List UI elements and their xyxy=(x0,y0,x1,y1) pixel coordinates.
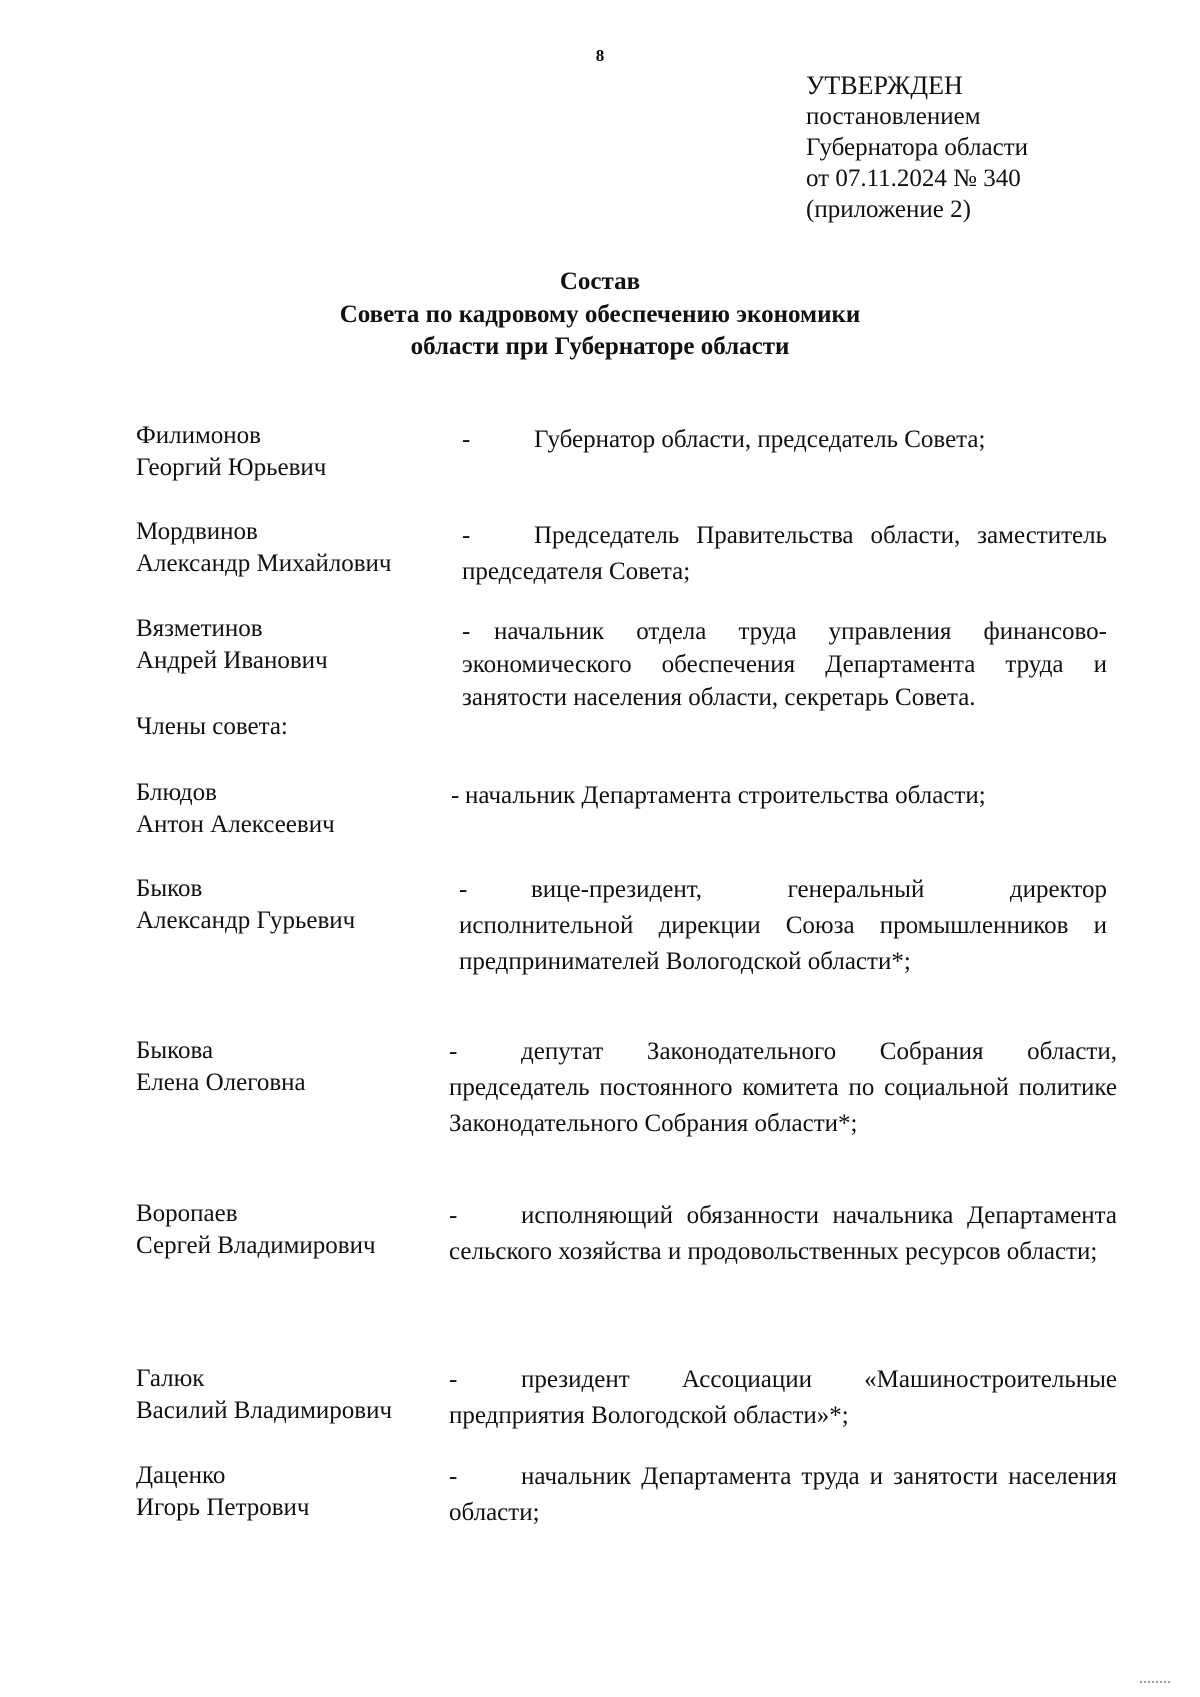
approval-line: (приложение 2) xyxy=(806,196,971,223)
role-dash: - xyxy=(449,1366,458,1393)
approval-line: от 07.11.2024 № 340 xyxy=(806,165,1021,192)
approval-stamp xyxy=(806,70,1028,225)
role-dash: - xyxy=(462,618,471,645)
member-given-name: Василий Владимирович xyxy=(136,1397,393,1424)
member-role xyxy=(462,518,1107,590)
member-surname: Воропаев xyxy=(136,1200,238,1227)
member-role xyxy=(451,778,1111,814)
title-line: Состав xyxy=(559,268,641,295)
member-given-name: Александр Михайлович xyxy=(136,550,392,577)
member-name xyxy=(136,873,436,937)
member-role xyxy=(462,615,1107,714)
scan-mark xyxy=(1140,1681,1170,1686)
role-dash: - xyxy=(449,1038,458,1065)
member-name xyxy=(136,1198,436,1262)
member-name xyxy=(136,1460,436,1524)
member-role xyxy=(449,1198,1117,1270)
member-given-name: Георгий Юрьевич xyxy=(136,454,327,481)
member-surname: Быкова xyxy=(136,1037,214,1064)
member-role xyxy=(449,1362,1117,1434)
role-text: начальник отдела труда управления финансово-экономического обеспечения Департамента труда и занятости населения области, секретарь Совета. xyxy=(462,618,1107,711)
member-given-name: Игорь Петрович xyxy=(136,1494,310,1521)
member-given-name: Сергей Владимирович xyxy=(136,1232,376,1259)
approval-heading: УТВЕРЖДЕН xyxy=(806,71,963,100)
member-surname: Быков xyxy=(136,875,203,902)
member-name xyxy=(136,516,436,580)
members-label: Члены совета: xyxy=(136,713,288,740)
member-role xyxy=(449,1034,1117,1142)
role-text: депутат Законодательного Собрания области, председатель постоянного комитета по социальной политике Законодательного Собрания области*; xyxy=(449,1038,1117,1137)
page-number: 8 xyxy=(595,46,605,65)
role-text: вице-президент, генеральный директор исполнительной дирекции Союза промышленников и предпринимателей Вологодской области*; xyxy=(459,876,1107,975)
member-name xyxy=(136,420,436,484)
title-line: Совета по кадровому обеспечению экономики xyxy=(339,300,861,328)
member-name xyxy=(136,777,436,841)
member-surname: Блюдов xyxy=(136,779,217,806)
role-dash: - xyxy=(462,522,471,549)
member-surname: Филимонов xyxy=(136,422,261,449)
member-surname: Вязметинов xyxy=(136,615,263,642)
member-name xyxy=(136,613,436,677)
member-given-name: Елена Олеговна xyxy=(136,1069,306,1096)
member-name xyxy=(136,1035,436,1099)
member-role xyxy=(459,872,1107,980)
member-surname: Даценко xyxy=(136,1462,226,1489)
role-text: начальник Департамента труда и занятости населения области; xyxy=(449,1463,1117,1526)
member-given-name: Антон Алексеевич xyxy=(136,811,335,838)
role-dash: - xyxy=(462,426,471,453)
title-line: области при Губернаторе области xyxy=(410,333,790,360)
role-text: исполняющий обязанности начальника Департамента сельского хозяйства и продовольственных ресурсов области; xyxy=(449,1202,1117,1265)
member-name xyxy=(136,1363,436,1427)
role-text: президент Ассоциации «Машиностроительные предприятия Вологодской области»*; xyxy=(449,1366,1117,1429)
approval-line: постановлением xyxy=(806,103,981,130)
member-role xyxy=(462,422,1122,458)
role-text: Губернатор области, председатель Совета; xyxy=(534,426,986,453)
role-dash: - xyxy=(449,1202,458,1229)
member-given-name: Андрей Иванович xyxy=(136,647,328,674)
approval-line: Губернатора области xyxy=(806,134,1028,161)
member-role xyxy=(449,1459,1117,1531)
role-text: начальник Департамента строительства области; xyxy=(465,782,986,809)
role-dash: - xyxy=(451,782,460,809)
role-dash: - xyxy=(449,1463,458,1490)
role-dash: - xyxy=(459,876,468,903)
member-given-name: Александр Гурьевич xyxy=(136,907,356,934)
member-surname: Мордвинов xyxy=(136,518,258,545)
member-surname: Галюк xyxy=(136,1365,205,1392)
role-text: Председатель Правительства области, заместитель председателя Совета; xyxy=(462,522,1107,585)
document-title xyxy=(0,266,1200,364)
